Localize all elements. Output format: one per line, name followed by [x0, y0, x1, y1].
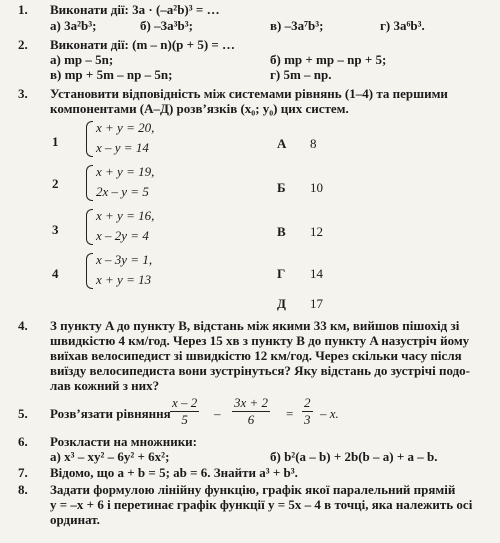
task-2-option-a: а) mp – 5n; [50, 52, 114, 67]
task-1-option-a: а) 3a²b³; [50, 18, 97, 33]
fraction-1 [170, 395, 199, 428]
fraction-3 [302, 395, 313, 428]
system-4-brace [86, 253, 93, 289]
answer-b-value: 10 [310, 180, 323, 195]
system-4-eq1: x – 3y = 1, [96, 252, 153, 267]
task-6-option-b: б) b²(a – b) + 2b(b – a) + a – b. [270, 449, 438, 464]
fraction-3-denominator: 3 [304, 412, 311, 427]
task-3-text-line1: Установити відповідність між системами рівнянь (1–4) та першими [50, 86, 448, 101]
answer-b-letter: Б [277, 180, 286, 195]
task-8-line2: y = –x + 6 і перетинає графік функції y = 5x – 4 в точці, яка належить осі [50, 497, 473, 512]
task-7-text: Відомо, що a + b = 5; ab = 6. Знайти a³ + b³. [50, 465, 298, 480]
task-5-minus: – [214, 406, 221, 421]
system-1-eq1: x + y = 20, [96, 120, 155, 135]
task-4-number: 4. [18, 318, 28, 333]
system-1-eq2: x – y = 14 [96, 140, 149, 155]
task-2-option-c: в) mp + 5m – np – 5n; [50, 67, 173, 82]
task-4-line1: З пункту A до пункту B, відстань між якими 33 км, вийшов пішохід зі [50, 318, 460, 333]
task-5-tail: – x. [320, 406, 339, 421]
task-6-text: Розкласти на множники: [50, 434, 197, 449]
fraction-1-numerator: x – 2 [172, 395, 198, 410]
system-4-number: 4 [52, 266, 59, 281]
system-2-eq2: 2x – y = 5 [96, 184, 149, 199]
task-2-option-d: г) 5m – np. [270, 67, 332, 82]
task-4-line2: швидкістю 4 км/год. Через 15 хв з пункту B до пункту A назустріч йому [50, 333, 470, 348]
task-2-number: 2. [18, 37, 28, 52]
answer-a-value: 8 [310, 136, 317, 151]
system-2-eq1: x + y = 19, [96, 164, 155, 179]
system-3-number: 3 [52, 222, 59, 237]
answer-c-letter: В [277, 224, 286, 239]
task-8-number: 8. [18, 482, 28, 497]
fraction-2 [232, 395, 270, 428]
task-2-option-b: б) mp + mp – np + 5; [270, 52, 387, 67]
task-5-number: 5. [18, 406, 28, 421]
answer-e-letter: Д [277, 296, 286, 311]
system-2-brace [86, 165, 93, 201]
system-1-brace [86, 121, 93, 157]
task-4-line5: лав кожний з них? [50, 378, 160, 393]
answer-e-value: 17 [310, 296, 323, 311]
answer-a-letter: А [277, 136, 287, 151]
task-5-equals: = [286, 406, 294, 421]
task-3-text-line2: компонентами (А–Д) розв’язків (x₀; y₀) цих систем. [50, 101, 349, 116]
task-1-option-b: б) –3a³b³; [140, 18, 193, 33]
task-4-line4: виїзду велосипедиста вони зустрінуться? Яку відстань до зустрічі подо- [50, 363, 471, 378]
task-8-line1: Задати формулою лінійну функцію, графік якої паралельний прямій [50, 482, 456, 497]
task-1-number: 1. [18, 2, 28, 17]
answer-c-value: 12 [310, 224, 323, 239]
task-1-text: Виконати дії: 3a · (–a²b)³ = … [50, 2, 220, 17]
task-2-text: Виконати дії: (m – n)(p + 5) = … [50, 37, 236, 52]
system-1-number: 1 [52, 134, 59, 149]
answer-d-letter: Г [277, 266, 286, 281]
system-4-eq2: x + y = 13 [96, 272, 152, 287]
task-6-number: 6. [18, 434, 28, 449]
task-6-option-a: а) x³ – xy² – 6y² + 6x²; [50, 449, 170, 464]
system-3-brace [86, 209, 93, 245]
answer-d-value: 14 [310, 266, 323, 281]
task-1-option-c: в) –3a⁷b³; [270, 18, 324, 33]
task-4-line3: виїхав велосипедист зі швидкістю 12 км/год. Через скільки часу після [50, 348, 462, 363]
fraction-2-numerator: 3x + 2 [234, 395, 269, 410]
fraction-2-denominator: 6 [247, 412, 255, 427]
system-2-number: 2 [52, 176, 59, 191]
system-3-eq1: x + y = 16, [96, 208, 155, 223]
task-5-text: Розв’язати рівняння [50, 406, 171, 421]
fraction-1-denominator: 5 [181, 412, 188, 427]
task-3-number: 3. [18, 86, 28, 101]
system-3-eq2: x – 2y = 4 [96, 228, 149, 243]
task-8-line3: ординат. [50, 512, 100, 527]
fraction-3-numerator: 2 [304, 395, 311, 410]
task-7-number: 7. [18, 465, 28, 480]
task-1-option-d: г) 3a⁶b³. [380, 18, 425, 33]
